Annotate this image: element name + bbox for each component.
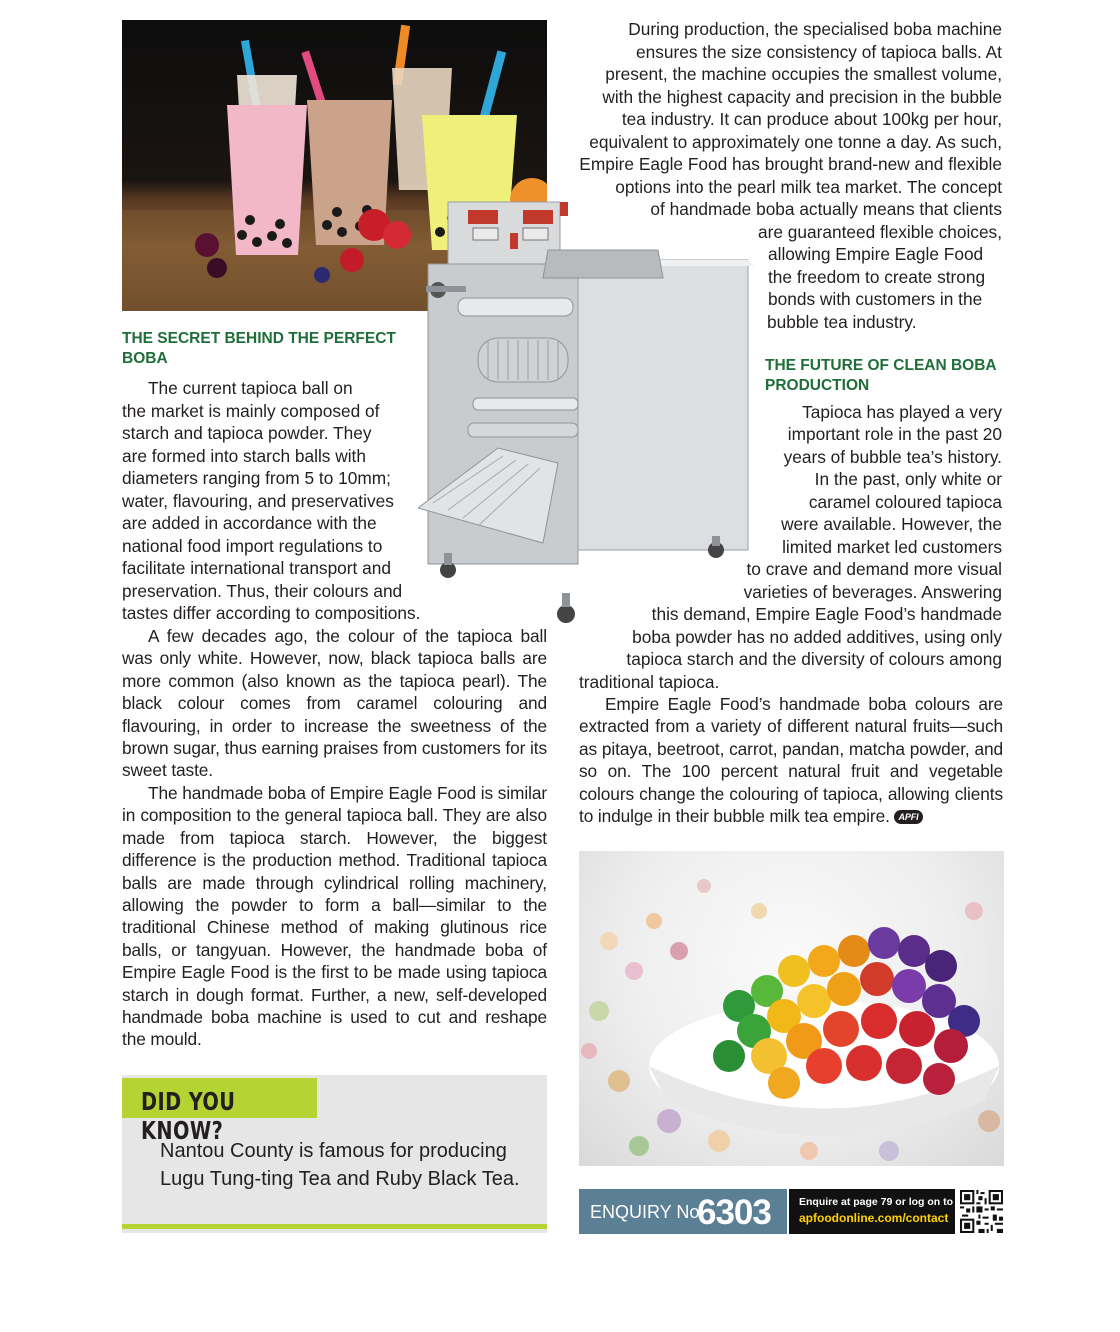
- text-line: facilitate international transport and: [122, 558, 391, 578]
- text-line: boba powder has no added additives, using only: [632, 627, 1002, 647]
- text-line: are formed into starch balls with: [122, 446, 366, 466]
- text-line: water, flavouring, and preservatives: [122, 491, 394, 511]
- enquiry-strip: [579, 1189, 1004, 1234]
- text-line: the freedom to create strong: [768, 267, 986, 287]
- text-line: bubble tea industry.: [767, 312, 917, 332]
- text-line: years of bubble tea’s history.: [783, 447, 1002, 467]
- text-line: diameters ranging from 5 to 10mm;: [122, 468, 391, 488]
- enquiry-number: 6303: [697, 1193, 771, 1232]
- did-you-know-title: DID YOU KNOW?: [141, 1087, 236, 1145]
- apfi-end-mark: APFI: [894, 810, 922, 824]
- text-line: tapioca starch and the diversity of colours among: [626, 649, 1002, 669]
- text-line: were available. However, the: [781, 514, 1002, 534]
- text-line: options into the pearl milk tea market. The concept: [615, 177, 1002, 197]
- section-heading-secret: THE SECRET BEHIND THE PERFECT BOBA: [122, 330, 396, 367]
- did-you-know-text: Nantou County is famous for producing Lugu Tung-ting Tea and Ruby Black Tea.: [160, 1140, 520, 1190]
- divider: [122, 1224, 547, 1229]
- did-you-know-tab: [122, 1078, 317, 1145]
- colorful-boba-photo: [579, 851, 1004, 1166]
- right-paragraph-3: Empire Eagle Food’s handmade boba colours are extracted from a variety of different natural fruits—such as pitaya, beetroot, carrot, pandan, matcha powder, and so on. The 100 percent natural fruit and vegetable colours change the colouring of tapioca, allowing clients to indulge in their bubble milk tea empire. APFI: [579, 694, 1003, 827]
- enquiry-info-panel: [789, 1189, 955, 1234]
- text-line: Tapioca has played a very: [802, 402, 1002, 422]
- enquiry-label: ENQUIRY No.: [590, 1202, 705, 1222]
- boba-machine-photo: [418, 198, 754, 628]
- text-line: starch and tapioca powder. They: [122, 423, 372, 443]
- text-line: traditional tapioca.: [579, 672, 720, 692]
- text-line: are added in accordance with the: [122, 513, 377, 533]
- text-line: caramel coloured tapioca: [808, 492, 1002, 512]
- text-line: are guaranteed flexible choices,: [757, 222, 1002, 242]
- text-line: allowing Empire Eagle Food: [768, 244, 984, 264]
- left-paragraph-3: The handmade boba of Empire Eagle Food is similar in composition to the general tapioca ball. They are also made from tapioca starch. However, the biggest difference is the production method. Traditional tapioca balls are made through cylindrical rolling machinery, allowing the powder to form a ball—similar to the traditional Chinese method of making glutinous rice balls, or tangyuan. However, the handmade boba of Empire Eagle Food is the first to be made using tapioca starch in dough format. Further, a new, self-developed handmade boba machine is used to cut and reshape the mould.: [122, 783, 547, 1050]
- did-you-know-box: [122, 1075, 547, 1233]
- text-line: with the highest capacity and precision in the bubble: [602, 87, 1002, 107]
- text-line: national food import regulations to: [122, 536, 383, 556]
- text-line: of handmade boba actually means that clients: [650, 199, 1002, 219]
- text-line: limited market led customers: [782, 537, 1002, 557]
- text-line: tea industry. It can produce about 100kg per hour,: [621, 109, 1002, 129]
- text-line: equivalent to approximately one tonne a day. As such,: [589, 132, 1002, 152]
- text-line: In the past, only white or: [814, 469, 1002, 489]
- text-line: varieties of beverages. Answering: [743, 582, 1002, 602]
- text-line: During production, the specialised boba machine: [628, 19, 1002, 39]
- text-line: preservation. Thus, their colours and: [122, 581, 403, 601]
- text-line: ensures the size consistency of tapioca balls. At: [636, 42, 1002, 62]
- section-heading-future: THE FUTURE OF CLEAN BOBA PRODUCTION: [765, 357, 997, 394]
- qr-code-icon[interactable]: [960, 1190, 1003, 1233]
- enquiry-link[interactable]: apfoodonline.com/contact: [799, 1211, 949, 1225]
- text-line: Empire Eagle Food has brought brand-new and flexible: [579, 154, 1002, 174]
- enquiry-number-panel: [579, 1189, 787, 1234]
- text-line: present, the machine occupies the smallest volume,: [605, 64, 1002, 84]
- text-line: bonds with customers in the: [768, 289, 983, 309]
- text-line: this demand, Empire Eagle Food’s handmade: [651, 604, 1002, 624]
- text-line: tastes differ according to compositions.: [122, 603, 421, 623]
- text-line: important role in the past 20: [787, 424, 1002, 444]
- text-line: the market is mainly composed of: [122, 401, 380, 421]
- text-line: The current tapioca ball on: [148, 378, 353, 398]
- text-line: to crave and demand more visual: [746, 559, 1002, 579]
- enquiry-instructions: Enquire at page 79 or log on to: [799, 1196, 954, 1208]
- left-paragraph-2: A few decades ago, the colour of the tapioca ball was only white. However, now, black tapioca balls are more common (also known as the tapioca pearl). The black colour comes from caramel colouring and flavouring, in order to increase the sweetness of the brown sugar, thus earning praises from customers for its sweet taste.: [122, 626, 547, 781]
